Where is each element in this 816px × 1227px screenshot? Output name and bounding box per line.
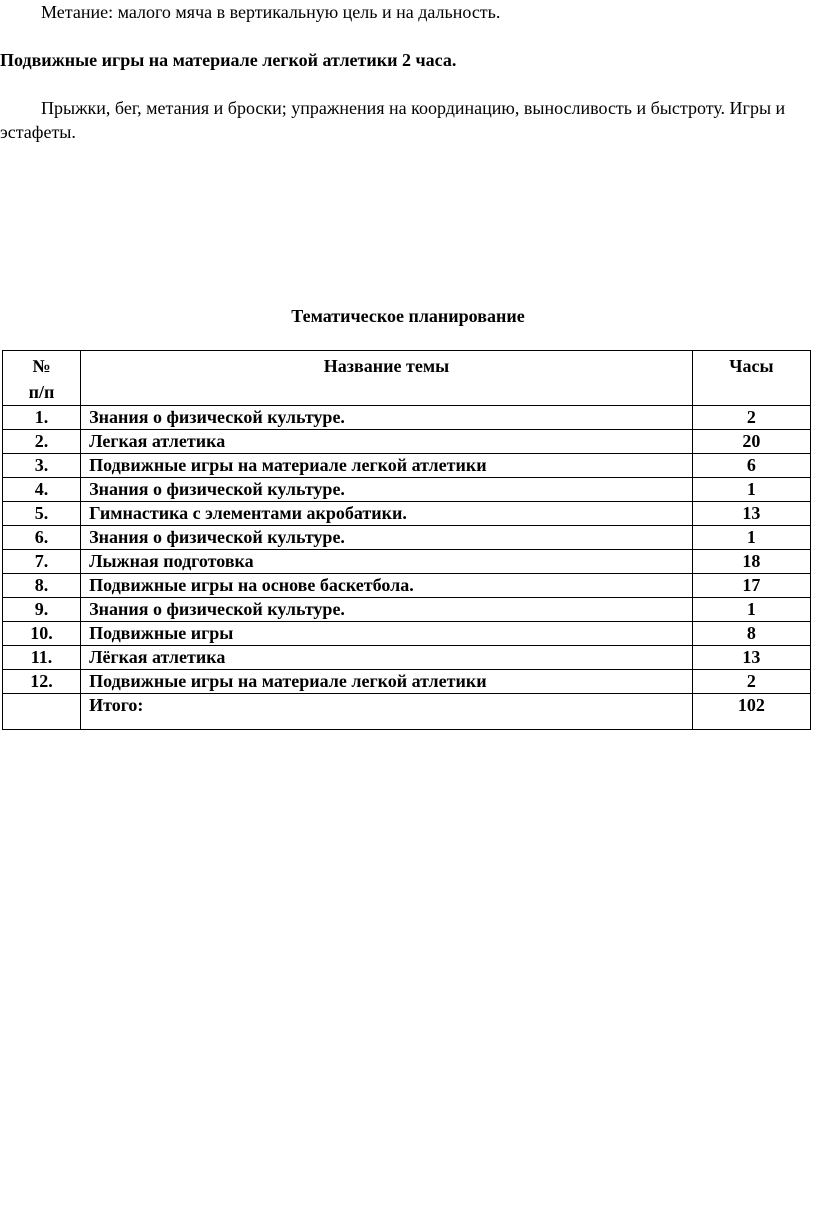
row-name: Подвижные игры на материале легкой атлетики	[81, 454, 693, 478]
table-row	[3, 550, 811, 574]
table-row	[3, 670, 811, 694]
row-hours: 1	[692, 598, 810, 622]
row-hours: 18	[692, 550, 810, 574]
row-name: Подвижные игры на материале легкой атлетики	[81, 670, 693, 694]
row-num: 7.	[3, 550, 81, 574]
row-name: Подвижные игры на основе баскетбола.	[81, 574, 693, 598]
row-hours: 6	[692, 454, 810, 478]
row-name: Знания о физической культуре.	[81, 406, 693, 430]
header-num-label: п/п	[28, 382, 55, 402]
row-name: Знания о физической культуре.	[81, 478, 693, 502]
row-num: 8.	[3, 574, 81, 598]
table-row	[3, 646, 811, 670]
row-hours: 1	[692, 526, 810, 550]
intro-line: Метание: малого мяча в вертикальную цель и на дальность.	[41, 2, 501, 22]
row-hours: 8	[692, 622, 810, 646]
total-num-cell	[3, 694, 81, 730]
section-paragraph: Прыжки, бег, метания и броски; упражнения на координацию, выносливость и быстроту. Игры и эстафеты.	[0, 98, 786, 142]
row-num: 1.	[3, 406, 81, 430]
table-row	[3, 502, 811, 526]
row-hours: 13	[692, 646, 810, 670]
row-num: 9.	[3, 598, 81, 622]
table-row	[3, 454, 811, 478]
table-header-row	[3, 351, 811, 406]
row-num: 10.	[3, 622, 81, 646]
section-heading: Подвижные игры на материале легкой атлетики 2 часа.	[0, 50, 457, 70]
total-hours: 102	[692, 694, 810, 730]
row-num: 4.	[3, 478, 81, 502]
planning-table	[2, 350, 811, 730]
table-row	[3, 598, 811, 622]
row-num: 12.	[3, 670, 81, 694]
total-label: Итого:	[81, 694, 693, 730]
row-hours: 17	[692, 574, 810, 598]
header-hours: Часы	[692, 351, 810, 406]
header-num	[3, 351, 81, 406]
row-hours: 1	[692, 478, 810, 502]
row-hours: 2	[692, 406, 810, 430]
table-row	[3, 478, 811, 502]
row-name: Знания о физической культуре.	[81, 598, 693, 622]
row-hours: 13	[692, 502, 810, 526]
row-name: Легкая атлетика	[81, 430, 693, 454]
row-name: Гимнастика с элементами акробатики.	[81, 502, 693, 526]
row-hours: 20	[692, 430, 810, 454]
table-title: Тематическое планирование	[291, 306, 525, 326]
row-name: Знания о физической культуре.	[81, 526, 693, 550]
table-row	[3, 430, 811, 454]
row-num: 5.	[3, 502, 81, 526]
row-num: 2.	[3, 430, 81, 454]
header-name: Название темы	[81, 351, 693, 406]
table-row	[3, 622, 811, 646]
table-total-row	[3, 694, 811, 730]
row-name: Подвижные игры	[81, 622, 693, 646]
row-num: 6.	[3, 526, 81, 550]
row-num: 11.	[3, 646, 81, 670]
table-row	[3, 526, 811, 550]
table-row	[3, 406, 811, 430]
header-num-symbol: №	[32, 356, 51, 376]
row-name: Лёгкая атлетика	[81, 646, 693, 670]
row-name: Лыжная подготовка	[81, 550, 693, 574]
row-num: 3.	[3, 454, 81, 478]
table-row	[3, 574, 811, 598]
row-hours: 2	[692, 670, 810, 694]
